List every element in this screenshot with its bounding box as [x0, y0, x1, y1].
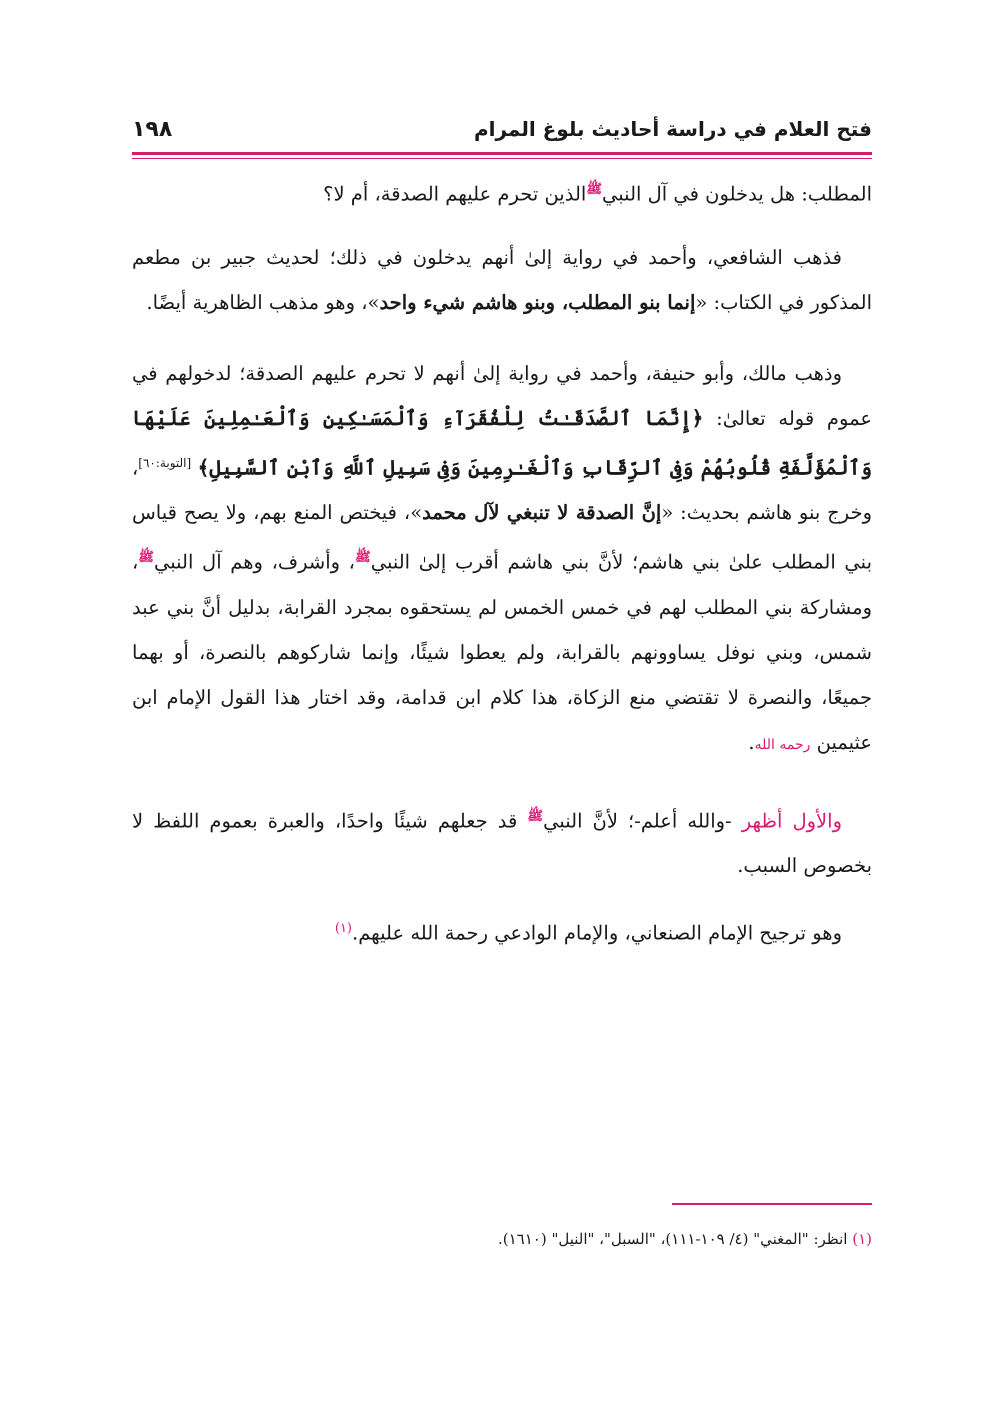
hadith-quote: إنما بنو المطلب، وبنو هاشم شيء واحد — [379, 290, 696, 314]
salawat-glyph: ﷺ — [527, 808, 544, 824]
paragraph-shafii: فذهب الشافعي، وأحمد في رواية إلىٰ أنهم يدخلون في ذلك؛ لحديث جبير بن مطعم المذكور في الكتاب: «إنما بنو المطلب، وبنو هاشم شيء واحد»، وهو مذهب الظاهرية أيضًا. — [132, 245, 872, 314]
hadith-quote-2: إنَّ الصدقة لا تنبغي لآل محمد — [422, 501, 662, 524]
book-title: فتح العلام في دراسة أحاديث بلوغ المرام — [473, 117, 872, 141]
body-text — [132, 167, 872, 956]
footnote-marker[interactable]: (١) — [334, 921, 352, 936]
section-heading-paragraph: المطلب: هل يدخلون في آل النبي$^ﷺ$الذين تحرم عليهم الصدقة، أم لا؟ — [323, 182, 872, 206]
footnote-number: (١) — [852, 1230, 872, 1248]
footnote — [132, 1226, 872, 1252]
header-rule-thin — [132, 158, 872, 159]
preferred-view-label: والأول أظهر — [741, 809, 842, 832]
quran-verse: ﴿إِنَّمَا ٱلصَّدَقَـٰتُ لِلْفُقَرَآءِ وَٱلْمَسَـٰكِينِ وَٱلْعَـٰمِلِينَ عَلَيْهَا وَٱلْمُؤَلَّفَةِ قُلُوبُهُمْ وَفِى ٱلرِّقَابِ وَٱلْغَـٰرِمِينَ وَفِى سَبِيلِ ٱللَّهِ وَٱبْنِ ٱلسَّبِيلِ﴾ — [132, 405, 873, 479]
header-rule-thick — [132, 152, 872, 155]
paragraph-tarjih: وهو ترجيح الإمام الصنعاني، والإمام الوادعي رحمة الله عليهم.$^{(١)}$ — [334, 921, 842, 945]
salawat-glyph: ﷺ — [354, 550, 371, 565]
footnote-rule — [672, 1203, 872, 1205]
salawat-glyph: ﷺ — [586, 182, 603, 197]
verse-reference: [التوبة:٦٠] — [138, 455, 192, 470]
page-header — [132, 108, 872, 150]
rahimahullah-glyph: رحمه الله — [754, 736, 811, 753]
footnote-text: انظر: "المغني" (٤/ ١٠٩-١١١)، "السبل"، "النيل" (١٦١٠). — [497, 1230, 848, 1248]
paragraph-conclusion: والأول أظهر -والله أعلم-؛ لأنَّ النبي$^ﷺ$ قد جعلهم شيئًا واحدًا، والعبرة بعموم اللفظ لا بخصوص السبب. — [132, 808, 872, 877]
book-page — [132, 108, 872, 1358]
salawat-glyph: ﷺ — [138, 550, 155, 565]
page-number: ١٩٨ — [132, 116, 173, 142]
paragraph-malik: وذهب مالك، وأبو حنيفة، وأحمد في رواية إلىٰ أنهم لا تحرم عليهم الصدقة؛ لدخولهم في عموم قوله تعالىٰ: ﴿إِنَّمَا ٱلصَّدَقَـٰتُ لِلْفُقَرَآءِ وَٱلْمَسَـٰكِينِ وَٱلْعَـٰمِلِينَ عَلَيْهَا وَٱلْمُؤَلَّفَةِ قُلُوبُهُمْ وَفِى ٱلرِّقَابِ وَٱلْغَـٰرِمِينَ وَفِى سَبِيلِ ٱللَّهِ وَٱبْنِ ٱلسَّبِيلِ﴾ [التوبة:٦٠]، وخرج بنو هاشم بحديث: «إنَّ الصدقة لا تنبغي لآل محمد»، فيختص المنع بهم، ولا يصح قياس بني المطلب علىٰ بني هاشم؛ لأنَّ بني هاشم أقرب إلىٰ النبي$^ﷺ$، وأشرف، وهم آل النبي$^ﷺ$، ومشاركة بني المطلب لهم في خمس الخمس لم يستحقوه بمجرد القرابة، بدليل أنَّ بني عبد شمس، وبني نوفل يساوونهم بالقرابة، ولم يعطوا شيئًا، وإنما شاركوهم بالنصرة، أو بهما جميعًا، والنصرة لا تقتضي منع الزكاة، هذا كلام ابن قدامة، وقد اختار هذا القول الإمام ابن عثيمين رحمه الله. — [132, 361, 873, 754]
